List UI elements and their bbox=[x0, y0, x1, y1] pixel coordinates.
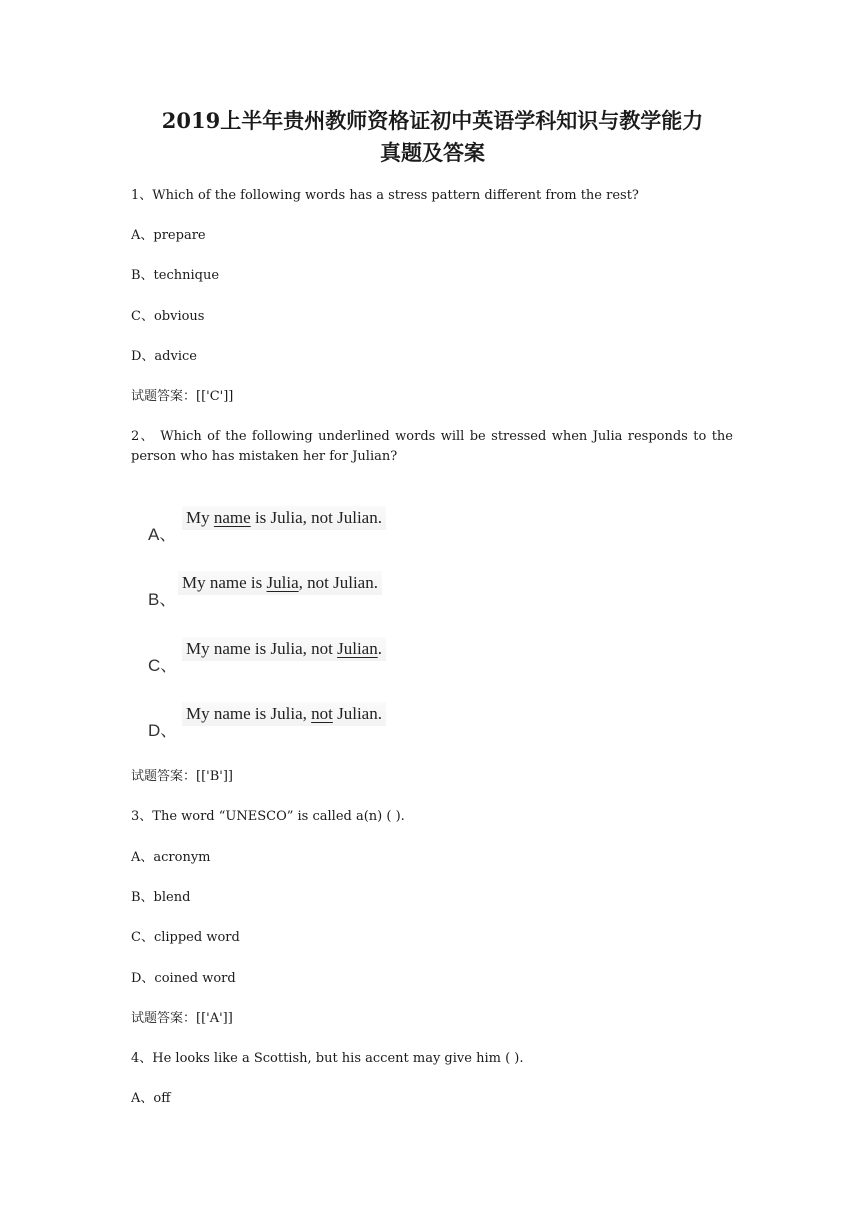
q2-option-d-image bbox=[148, 702, 418, 742]
q1-stem: 1、Which of the following words has a stress pattern different from the rest? bbox=[131, 188, 639, 203]
q3-option-a: A、acronym bbox=[131, 850, 211, 865]
q3-option-b: B、blend bbox=[131, 890, 191, 905]
q2-option-b-letter: B、 bbox=[148, 590, 177, 609]
q3-answer: 试题答案：[['A']] bbox=[131, 1011, 233, 1026]
q2-stem: 2、 Which of the following underlined words will be stressed when Julia responds to the person who has mistaken her for Julian? bbox=[131, 429, 733, 464]
q2-option-b-image bbox=[148, 571, 418, 611]
q2-option-a-sentence: My name is Julia, not Julian. bbox=[182, 506, 386, 530]
q2-option-c-sentence: My name is Julia, not Julian. bbox=[182, 637, 386, 661]
q2-option-d-letter: D、 bbox=[148, 721, 178, 740]
underlined-word: Julia bbox=[266, 573, 299, 592]
q2-option-c-letter: C、 bbox=[148, 656, 178, 675]
q1-option-b: B、technique bbox=[131, 268, 220, 283]
q2-option-b-sentence: My name is Julia, not Julian. bbox=[178, 571, 382, 595]
underlined-word: Julian bbox=[337, 639, 378, 658]
q2-option-c-image bbox=[148, 637, 418, 677]
q3-stem: 3、The word “UNESCO” is called a(n) ( ). bbox=[131, 809, 405, 824]
q2-option-a-letter: A、 bbox=[148, 525, 177, 544]
q3-option-d: D、coined word bbox=[131, 971, 236, 986]
q4-stem: 4、He looks like a Scottish, but his accent may give him ( ). bbox=[131, 1051, 524, 1066]
underlined-word: name bbox=[213, 508, 251, 527]
q1-option-a: A、prepare bbox=[131, 228, 206, 243]
q3-option-c: C、clipped word bbox=[131, 930, 240, 945]
q1-answer: 试题答案：[['C']] bbox=[131, 389, 234, 404]
q4-option-a: A、off bbox=[131, 1091, 171, 1106]
q2-option-a-image bbox=[148, 506, 418, 546]
q1-option-c: C、obvious bbox=[131, 309, 205, 324]
q2-option-d-sentence: My name is Julia, not Julian. bbox=[182, 702, 386, 726]
q2-answer: 试题答案：[['B']] bbox=[131, 769, 233, 784]
underlined-word: not bbox=[311, 704, 333, 723]
document-title-line2: 真题及答案 bbox=[380, 140, 485, 165]
q1-option-d: D、advice bbox=[131, 349, 197, 364]
document-title-line1: 2019上半年贵州教师资格证初中英语学科知识与教学能力 bbox=[161, 108, 704, 133]
